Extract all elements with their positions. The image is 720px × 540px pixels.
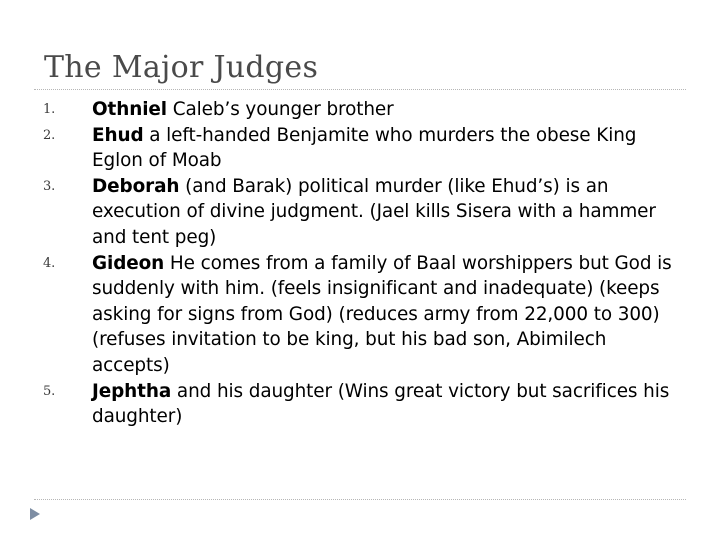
judges-list [43, 97, 683, 430]
list-item [43, 97, 683, 123]
play-triangle-icon[interactable] [28, 506, 42, 522]
nav-arrow-shape [30, 508, 40, 520]
title-divider [34, 89, 686, 90]
list-item [43, 123, 683, 174]
list-item-number: 4. [43, 255, 56, 271]
judge-description: and his daughter (Wins great victory but sacrifices his daughter) [92, 380, 670, 428]
judge-name: Deborah [92, 175, 180, 197]
judge-name: Othniel [92, 99, 167, 120]
list-item [43, 379, 683, 430]
list-item-number: 1. [43, 102, 56, 117]
list-item [43, 251, 683, 379]
judge-description: He comes from a family of Baal worshippers but God is suddenly with him. (feels insignificant and inadequate) (keeps asking for signs from God) (reduces army from 22,000 to 300) (refuses invitation to be king, but his bad son, Abimilech accepts) [92, 252, 672, 376]
list-item-number: 2. [43, 127, 56, 143]
judge-name: Ehud [92, 124, 144, 146]
judge-description: Caleb’s younger brother [167, 99, 394, 120]
judge-description: (and Barak) political murder (like Ehud’s) is an execution of divine judgment. (Jael kills Sisera with a hammer and tent peg) [92, 175, 656, 248]
judge-name: Jephtha [92, 380, 172, 402]
judge-description: a left-handed Benjamite who murders the obese King Eglon of Moab [92, 124, 637, 172]
judge-name: Gideon [92, 252, 165, 274]
list-item-number: 3. [43, 178, 56, 194]
list-item [43, 174, 683, 251]
slide-title: The Major Judges [44, 50, 319, 85]
footer-divider [34, 499, 686, 500]
list-item-number: 5. [43, 383, 56, 399]
